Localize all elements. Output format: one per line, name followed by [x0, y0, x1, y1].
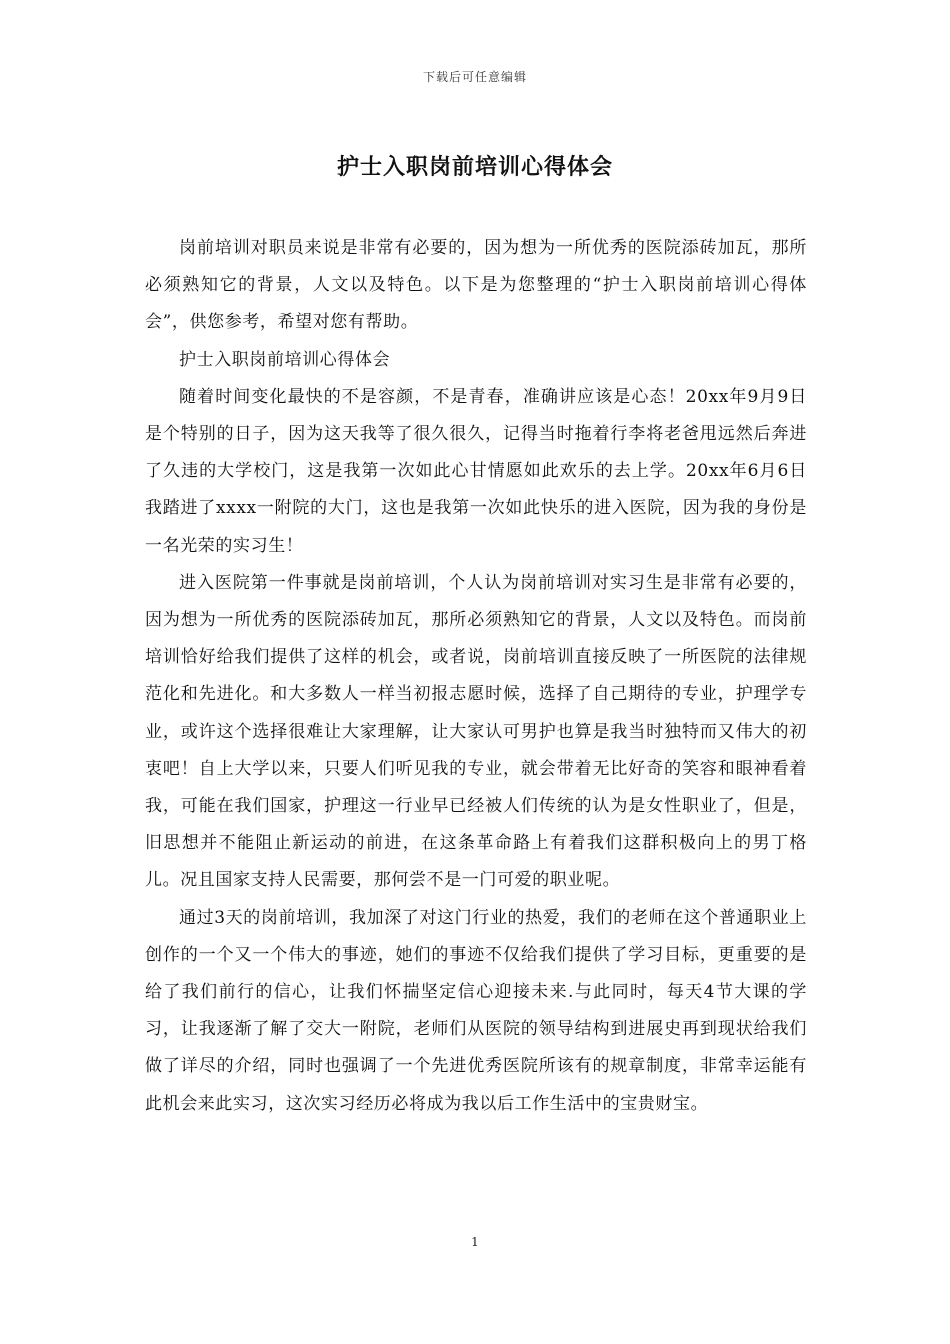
page-title: 护士入职岗前培训心得体会: [336, 154, 613, 180]
page-number: 1: [471, 1235, 479, 1249]
paragraph-body: 通过3天的岗前培训，我加深了对这门行业的热爱，我们的老师在这个普通职业上创作的一个又一个伟大的事迹，她们的事迹不仅给我们提供了学习目标，更重要的是给了我们前行的信心，让我们怀揣坚定信心迎接未来.与此同时，每天4节大课的学习，让我逐渐了解了交大一附院，老师们从医院的领导结构到进展史再到现状给我们做了详尽的介绍，同时也强调了一个先进优秀医院所该有的规章制度，非常幸运能有此机会来此实习，这次实习经历必将成为我以后工作生活中的宝贵财宝。: [145, 907, 807, 1114]
paragraph-intro: 岗前培训对职员来说是非常有必要的，因为想为一所优秀的医院添砖加瓦，那所必须熟知它的背景，人文以及特色。以下是为您整理的“护士入职岗前培训心得体会”，供您参考，希望对您有帮助。: [145, 238, 807, 333]
document-body: [145, 230, 807, 1123]
paragraph-body: 进入医院第一件事就是岗前培训，个人认为岗前培训对实习生是非常有必要的，因为想为一所优秀的医院添砖加瓦，那所必须熟知它的背景，人文以及特色。而岗前培训恰好给我们提供了这样的机会，或者说，岗前培训直接反映了一所医院的法律规范化和先进化。和大多数人一样当初报志愿时候，选择了自己期待的专业，护理学专业，或许这个选择很难让大家理解，让大家认可男护也算是我当时独特而又伟大的初衷吧！自上大学以来，只要人们听见我的专业，就会带着无比好奇的笑容和眼神看着我，可能在我们国家，护理这一行业早已经被人们传统的认为是女性职业了，但是，旧思想并不能阻止新运动的前进，在这条革命路上有着我们这群积极向上的男丁格儿。况且国家支持人民需要，那何尝不是一门可爱的职业呢。: [145, 572, 807, 891]
paragraph-subtitle: 护士入职岗前培训心得体会: [179, 349, 391, 370]
paragraph-body: 随着时间变化最快的不是容颜，不是青春，准确讲应该是心态！20xx年9月9日是个特别的日子，因为这天我等了很久很久，记得当时拖着行李将老爸甩远然后奔进了久违的大学校门，这是我第一次如此心甘情愿如此欢乐的去上学。20xx年6月6日我踏进了xxxx一附院的大门，这也是我第一次如此快乐的进入医院，因为我的身份是一名光荣的实习生！: [145, 386, 807, 556]
header-note: 下载后可任意编辑: [422, 70, 527, 84]
